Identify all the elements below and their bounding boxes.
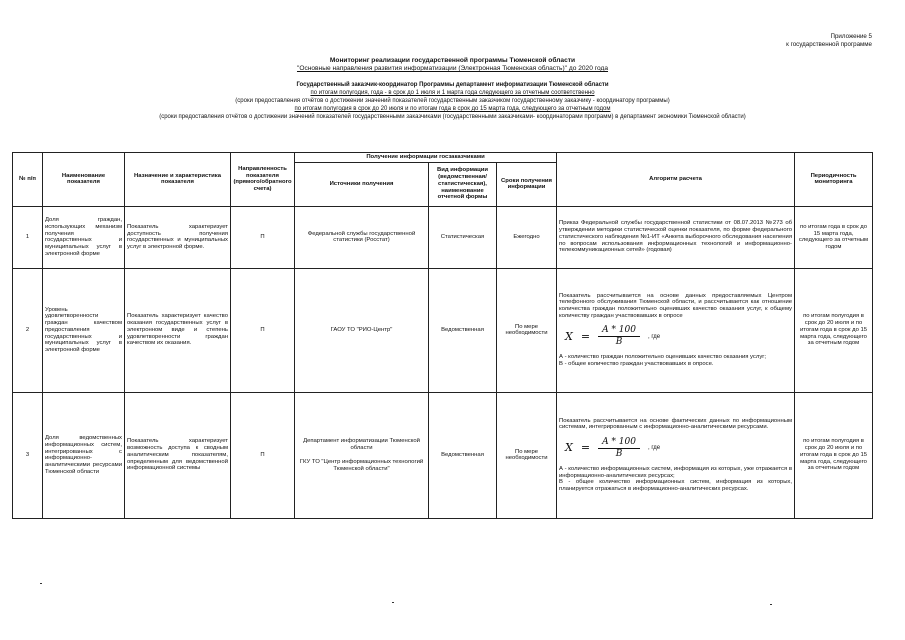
title-sub: "Основные направления развития информатизации (Электронная Тюменская область)" до 2020 года — [296, 65, 609, 72]
row3-algorithm-b: В - общее количество информационных систем, информация из которых, планируется отражаться в информационно-аналитических ресурсах. — [559, 479, 793, 493]
formula-lhs: X — [565, 329, 573, 343]
header-algorithm: Алгоритм расчета — [557, 153, 795, 207]
formula-numerator: A * 100 — [598, 325, 640, 337]
row3-algorithm-a: А - количество информационных систем, информация из которых, уже отражается в информационно-аналитических ресурсах; — [559, 466, 793, 479]
row3-source-1: Департамент информатизации Тюменской области — [303, 437, 420, 451]
row3-periodicity: по итогам полугодия в срок до 20 июля и по итогам года в срок до 15 марта года, следующего за отчетным годом — [795, 392, 873, 518]
row2-terms: По мере необходимости — [497, 268, 557, 392]
table-row — [13, 268, 873, 392]
header-purpose: Назначение и характеристика показателя — [125, 153, 231, 207]
row3-formula — [565, 437, 792, 460]
row3-name: Доля ведомственных информационных систем, интегрированных с информационно-аналитическими ресурсами Тюменской области — [43, 392, 125, 518]
row2-algorithm — [557, 268, 795, 392]
row1-num: 1 — [13, 206, 43, 268]
appendix-line-2: к государственной программе — [786, 41, 872, 48]
table-row — [13, 206, 873, 268]
scan-speck — [40, 583, 42, 584]
period2-text: по итогам полугодия в срок до 20 июля и по итогам года в срок до 15 марта года, следующего за отчетным годом — [294, 106, 611, 112]
header-direction: Направленность показателя (прямого/обратного счета) — [231, 153, 295, 207]
formula-equals: = — [580, 441, 591, 455]
row3-source-2: ГКУ ТО "Центр информационных технологий Тюменской области" — [299, 459, 424, 472]
formula-denominator: B — [615, 449, 623, 459]
formula-fraction — [598, 437, 640, 460]
row3-terms: По мере необходимости — [497, 392, 557, 518]
formula-lhs: X — [565, 441, 573, 455]
row2-num: 2 — [13, 268, 43, 392]
header-group: Получение информации госзаказчиками — [295, 153, 557, 163]
period1-note: (сроки предоставления отчётов о достижении значений показателей государственным заказчиком государственному заказчику - координатору программы) — [235, 98, 670, 104]
row1-source: Федеральной службы государственной статистики (Росстат) — [295, 206, 429, 268]
row2-direction: П — [231, 268, 295, 392]
formula-tail: , где — [647, 445, 661, 452]
row3-purpose: Показатель характеризует возможность доступа к сводным аналитическим показателям, определенным для ведомственной информационной системы — [125, 392, 231, 518]
header-info-type: Вид информации (ведомственная/ статистическая), наименование отчетной формы — [429, 162, 497, 206]
row1-direction: П — [231, 206, 295, 268]
row2-formula — [565, 325, 792, 348]
row3-algorithm — [557, 392, 795, 518]
coordinator-line: Государственный заказчик-координатор Программы департамент информатизации Тюменской области — [296, 82, 609, 88]
row1-terms: Ежегодно — [497, 206, 557, 268]
row3-direction: П — [231, 392, 295, 518]
row2-algorithm-a: А - количество граждан положительно оценивших качество оказания услуг; — [559, 354, 767, 361]
period2-note: (сроки предоставления отчётов о достижении значений показателей государственными заказчиками (государственными заказчиками- координаторами программ) в департамент экономики Тюменской области) — [159, 114, 746, 120]
formula-denominator: B — [615, 337, 623, 348]
row2-algorithm-b: В - общее количество граждан участвовавших в опросе. — [559, 361, 714, 368]
row2-name: Уровень удовлетворенности граждан качеством предоставления государственных и муниципальных услуг в электронной форме — [43, 268, 125, 392]
header-periodicity: Периодичность мониторинга — [795, 153, 873, 207]
header-name: Наименование показателя — [43, 153, 125, 207]
monitoring-table — [12, 152, 873, 519]
row2-source: ГАОУ ТО "РИО-Центр" — [295, 268, 429, 392]
header-terms: Сроки получения информации — [497, 162, 557, 206]
header-num: № п/п — [13, 153, 43, 207]
row1-name: Доля граждан, использующих механизм получения государственных и муниципальных услуг в электронной форме — [43, 206, 125, 268]
formula-tail: , где — [647, 333, 661, 340]
formula-equals: = — [580, 329, 591, 343]
header-sources: Источники получения — [295, 162, 429, 206]
formula-fraction — [598, 325, 640, 348]
table-row — [13, 392, 873, 518]
row1-purpose: Показатель характеризует доступность получения государственных и муниципальных услуг в электронной форме. — [125, 206, 231, 268]
row2-periodicity: по итогам полугодия в срок до 20 июля и по итогам года в срок до 15 марта года, следующего за отчетным годом — [795, 268, 873, 392]
scan-speck — [392, 602, 394, 603]
period1-text: по итогам полугодия, года - в срок до 1 июля и 1 марта года следующего за отчетным соответственно — [310, 90, 595, 96]
row1-info-type: Статистическая — [429, 206, 497, 268]
title-main: Мониторинг реализации государственной программы Тюменской области — [329, 57, 576, 64]
row2-purpose: Показатель характеризует качество оказания государственных услуг в электронном виде и степень удовлетворенности граждан качеством их оказания. — [125, 268, 231, 392]
period2-line — [0, 106, 905, 113]
row3-num: 3 — [13, 392, 43, 518]
appendix-line-1: Приложение 5 — [830, 33, 872, 40]
row2-algorithm-text: Показатель рассчитывается на основе данных предоставляемых Центром телефонного обслуживания Тюменской области, и рассчитывается как отношение количества граждан положительно оценивших качество оказания услуг, к общему количеству граждан участвовавших в опросе — [559, 292, 793, 319]
row1-algorithm: Приказ Федеральной службы государственной статистики от 08.07.2013 №273 об утверждении методики статистической оценки показателя, по форме федерального статистического наблюдения №1-ИТ «Анкета выборочного обследования населения по вопросам использования информационных технологий и информационно-телекоммуникационных сетей» (годовая) — [557, 206, 795, 268]
row1-periodicity: по итогам года в срок до 15 марта года, следующего за отчетным годом — [795, 206, 873, 268]
document-title — [0, 57, 905, 73]
formula-numerator: A * 100 — [598, 437, 640, 449]
row2-info-type: Ведомственная — [429, 268, 497, 392]
appendix-label — [786, 33, 872, 49]
row3-source — [295, 392, 429, 518]
period1-line — [0, 90, 905, 97]
row3-info-type: Ведомственная — [429, 392, 497, 518]
row3-algorithm-text: Показатель рассчитывается на основе фактических данных по информационным системам, интегрированным с информационно-аналитическими ресурсами. — [559, 417, 793, 431]
scan-speck — [770, 604, 772, 605]
